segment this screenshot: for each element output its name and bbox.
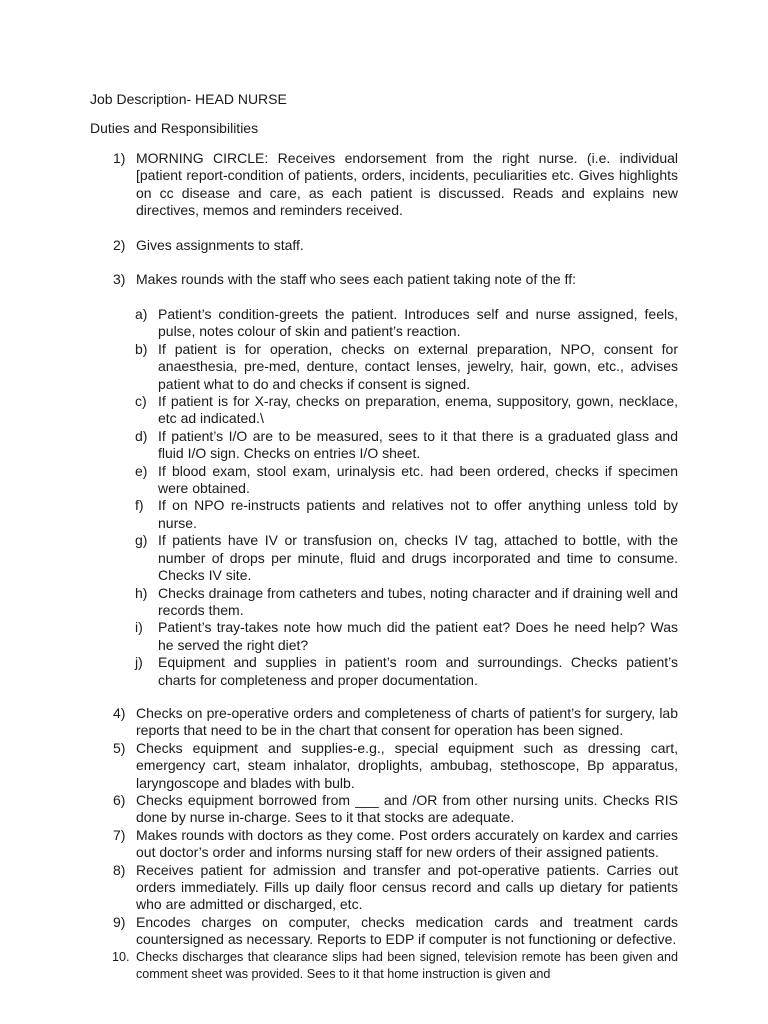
sub-item-text: If patients have IV or transfusion on, checks IV tag, attached to bottle, with the number of drops per minute, fluid and drugs incorporated and time to consume. Checks IV site. [158, 532, 678, 584]
list-item-number: 1) [113, 150, 126, 166]
list-item-number: 10. [112, 949, 130, 964]
list-item-number: 5) [113, 739, 126, 756]
page-title: Job Description- HEAD NURSE [90, 91, 287, 107]
sub-item-letter: a) [135, 306, 148, 322]
list-item-number: 9) [113, 913, 126, 930]
sub-item-letter: g) [135, 532, 148, 549]
sub-list-item [0, 463, 768, 498]
sub-item-letter: f) [135, 497, 144, 514]
list-item-text: MORNING CIRCLE: Receives endorsement from the right nurse. (i.e. individual [patient report-condition of patients, orders, incidents, peculiarities etc. Gives highlights on cc disease and care, as each patient is discussed. Reads and explains new directives, memos and reminders received. [136, 150, 678, 219]
list-item [0, 862, 768, 914]
sub-list-item [0, 393, 768, 428]
sub-list-item [0, 341, 768, 393]
sub-item-letter: h) [135, 584, 148, 601]
list-item-text: Makes rounds with doctors as they come. Post orders accurately on kardex and carries out doctor’s order and informs nursing staff for new orders of their assigned patients. [136, 826, 678, 861]
list-item [0, 949, 768, 984]
sub-item-text: Checks drainage from catheters and tubes, noting character and if draining well and records them. [158, 584, 678, 618]
sub-item-text: Equipment and supplies in patient’s room and surroundings. Checks patient’s charts for completeness and proper documentation. [158, 654, 678, 688]
sub-list-item [0, 619, 768, 654]
sub-item-letter: e) [135, 462, 148, 479]
list-item [0, 792, 768, 827]
sub-item-text: If patient is for operation, checks on external preparation, NPO, consent for anaesthesia, pre-med, denture, contact lenses, jewelry, hair, gown, etc., advises patient what to do and checks if consent is signed. [158, 340, 678, 392]
list-item-number: 8) [113, 861, 126, 878]
sub-item-text: Patient’s condition-greets the patient. Introduces self and nurse assigned, feels, pulse, notes colour of skin and patient’s reaction. [158, 306, 678, 340]
list-item [0, 705, 768, 740]
sub-item-text: Patient’s tray-takes note how much did the patient eat? Does he need help? Was he served the right diet? [158, 619, 678, 653]
list-item [0, 150, 768, 220]
sub-item-letter: j) [135, 654, 143, 671]
sub-item-letter: d) [135, 427, 148, 444]
list-item-number: 6) [113, 792, 126, 809]
list-item [0, 827, 768, 862]
sub-list-item [0, 497, 768, 532]
list-item-text: Makes rounds with the staff who sees each patient taking note of the ff: [136, 271, 576, 287]
sub-item-letter: i) [135, 619, 143, 636]
sub-item-letter: c) [135, 393, 147, 410]
list-item-text: Checks equipment and supplies-e.g., special equipment such as dressing cart, emergency cart, steam inhalator, droplights, ambubag, stethoscope, Bp apparatus, laryngoscope and blades with bulb. [136, 739, 678, 791]
list-item [0, 237, 768, 254]
list-continued [0, 705, 768, 984]
list-item [0, 271, 768, 288]
list-item-text: Gives assignments to staff. [136, 237, 304, 253]
sub-item-text: If on NPO re-instructs patients and relatives not to offer anything unless told by nurse. [158, 497, 678, 531]
sub-item-text: If blood exam, stool exam, urinalysis etc. had been ordered, checks if specimen were obtained. [158, 462, 678, 497]
sub-list-item [0, 585, 768, 620]
section-heading: Duties and Responsibilities [90, 120, 259, 136]
sub-list-item [0, 306, 768, 341]
list-item-number: 2) [113, 237, 126, 253]
sub-item-text: If patient is for X-ray, checks on preparation, enema, suppository, gown, necklace, etc ad indicated.\ [158, 393, 678, 427]
list-item-text: Checks discharges that clearance slips had been signed, television remote has been given and comment sheet was provided. Sees to it that home instruction is given and [136, 949, 678, 982]
list-item-text: Encodes charges on computer, checks medication cards and treatment cards countersigned as necessary. Reports to EDP if computer is not functioning or defective. [136, 913, 678, 948]
sub-list [0, 306, 768, 689]
list-item [0, 914, 768, 949]
sub-item-letter: b) [135, 340, 148, 357]
sub-item-text: If patient’s I/O are to be measured, sees to it that there is a graduated glass and fluid I/O sign. Checks on entries I/O sheet. [158, 427, 678, 462]
list-item-text: Receives patient for admission and transfer and pot-operative patients. Carries out orders immediately. Fills up daily floor census record and calls up dietary for patients who are admitted or discharged, etc. [136, 861, 678, 913]
list-item-number: 4) [113, 705, 126, 721]
sub-list-item [0, 654, 768, 689]
sub-list-item [0, 428, 768, 463]
list-item [0, 740, 768, 792]
list-item-text: Checks on pre-operative orders and completeness of charts of patient’s for surgery, lab reports that need to be in the chart that consent for operation has been signed. [136, 705, 678, 739]
sub-list-item [0, 532, 768, 584]
list-item-number: 7) [113, 826, 126, 843]
list-item-text: Checks equipment borrowed from ___ and /OR from other nursing units. Checks RIS done by nurse in-charge. Sees to it that stocks are adequate. [136, 792, 678, 826]
list-item-number: 3) [113, 271, 126, 287]
